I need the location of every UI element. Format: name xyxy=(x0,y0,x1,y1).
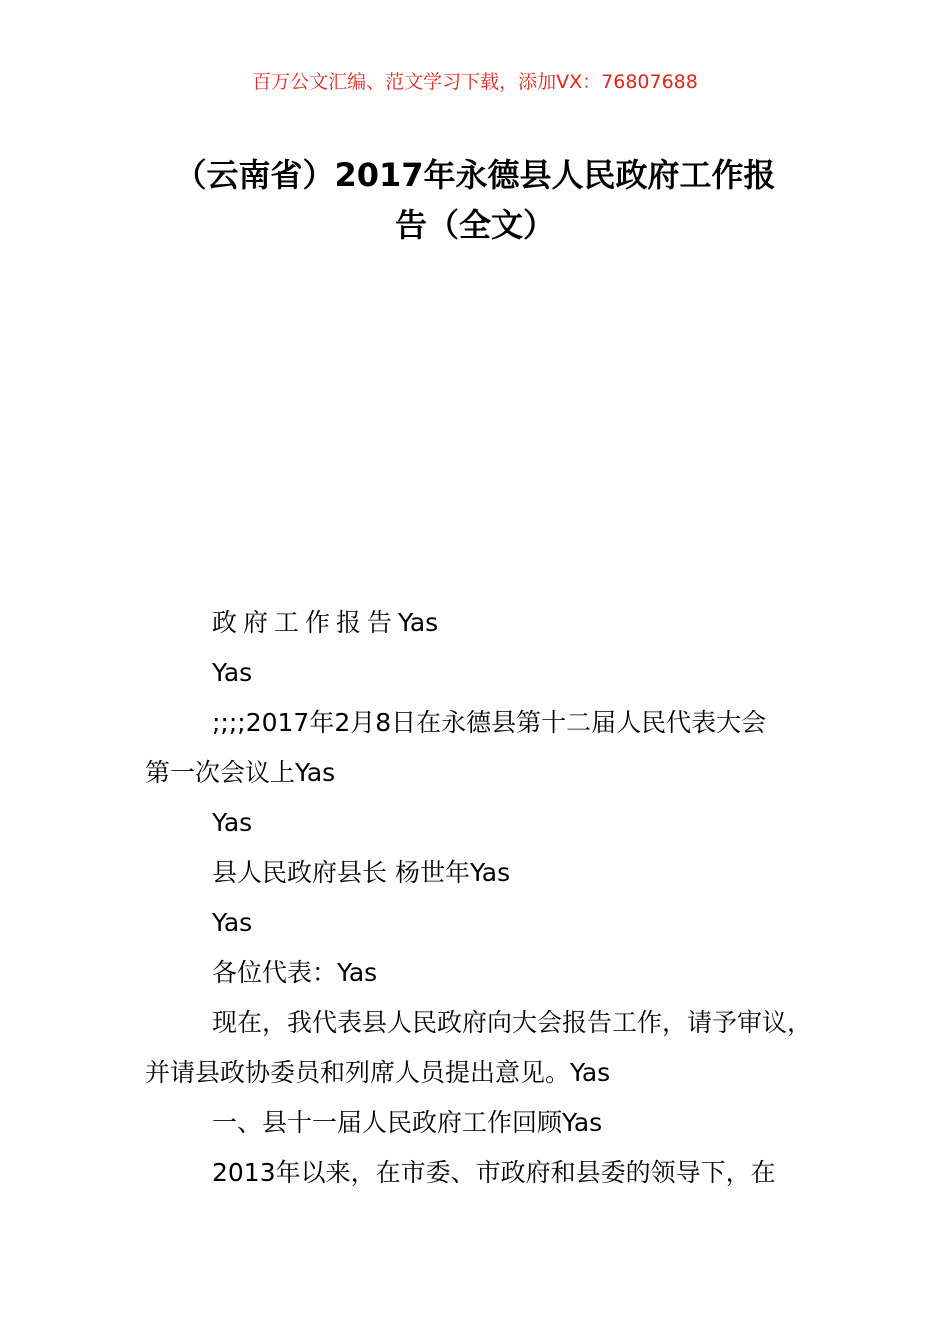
title-line-2: 告（全文） xyxy=(394,206,555,244)
paragraph-review: 2013年以来，在市委、市政府和县委的领导下，在 xyxy=(212,1158,776,1187)
paragraph-salutation: 各位代表：Yas xyxy=(212,958,378,987)
paragraph-report-heading xyxy=(145,598,835,648)
report-heading-suffix: Yas xyxy=(398,608,439,637)
paragraph: Yas xyxy=(212,658,253,687)
paragraph-meeting-date-cont: 第一次会议上Yas xyxy=(145,758,336,787)
section-heading: 一、县十一届人民政府工作回顾Yas xyxy=(212,1108,603,1137)
paragraph-intro-cont: 并请县政协委员和列席人员提出意见。Yas xyxy=(145,1058,611,1087)
document-body xyxy=(145,598,835,1198)
paragraph-speaker: 县人民政府县长 杨世年Yas xyxy=(212,858,511,887)
paragraph-meeting-date: ;;;;2017年2月8日在永德县第十二届人民代表大会 xyxy=(212,708,767,737)
header-note: 百万公文汇编、范文学习下载，添加VX：76807688 xyxy=(252,71,698,93)
report-heading-text: 政府工作报告 xyxy=(212,608,399,637)
document-title xyxy=(0,150,950,250)
paragraph: Yas xyxy=(212,808,253,837)
paragraph: Yas xyxy=(212,908,253,937)
paragraph-intro: 现在，我代表县人民政府向大会报告工作，请予审议， xyxy=(212,1008,813,1037)
title-line-1: （云南省）2017年永德县人民政府工作报 xyxy=(174,156,776,194)
